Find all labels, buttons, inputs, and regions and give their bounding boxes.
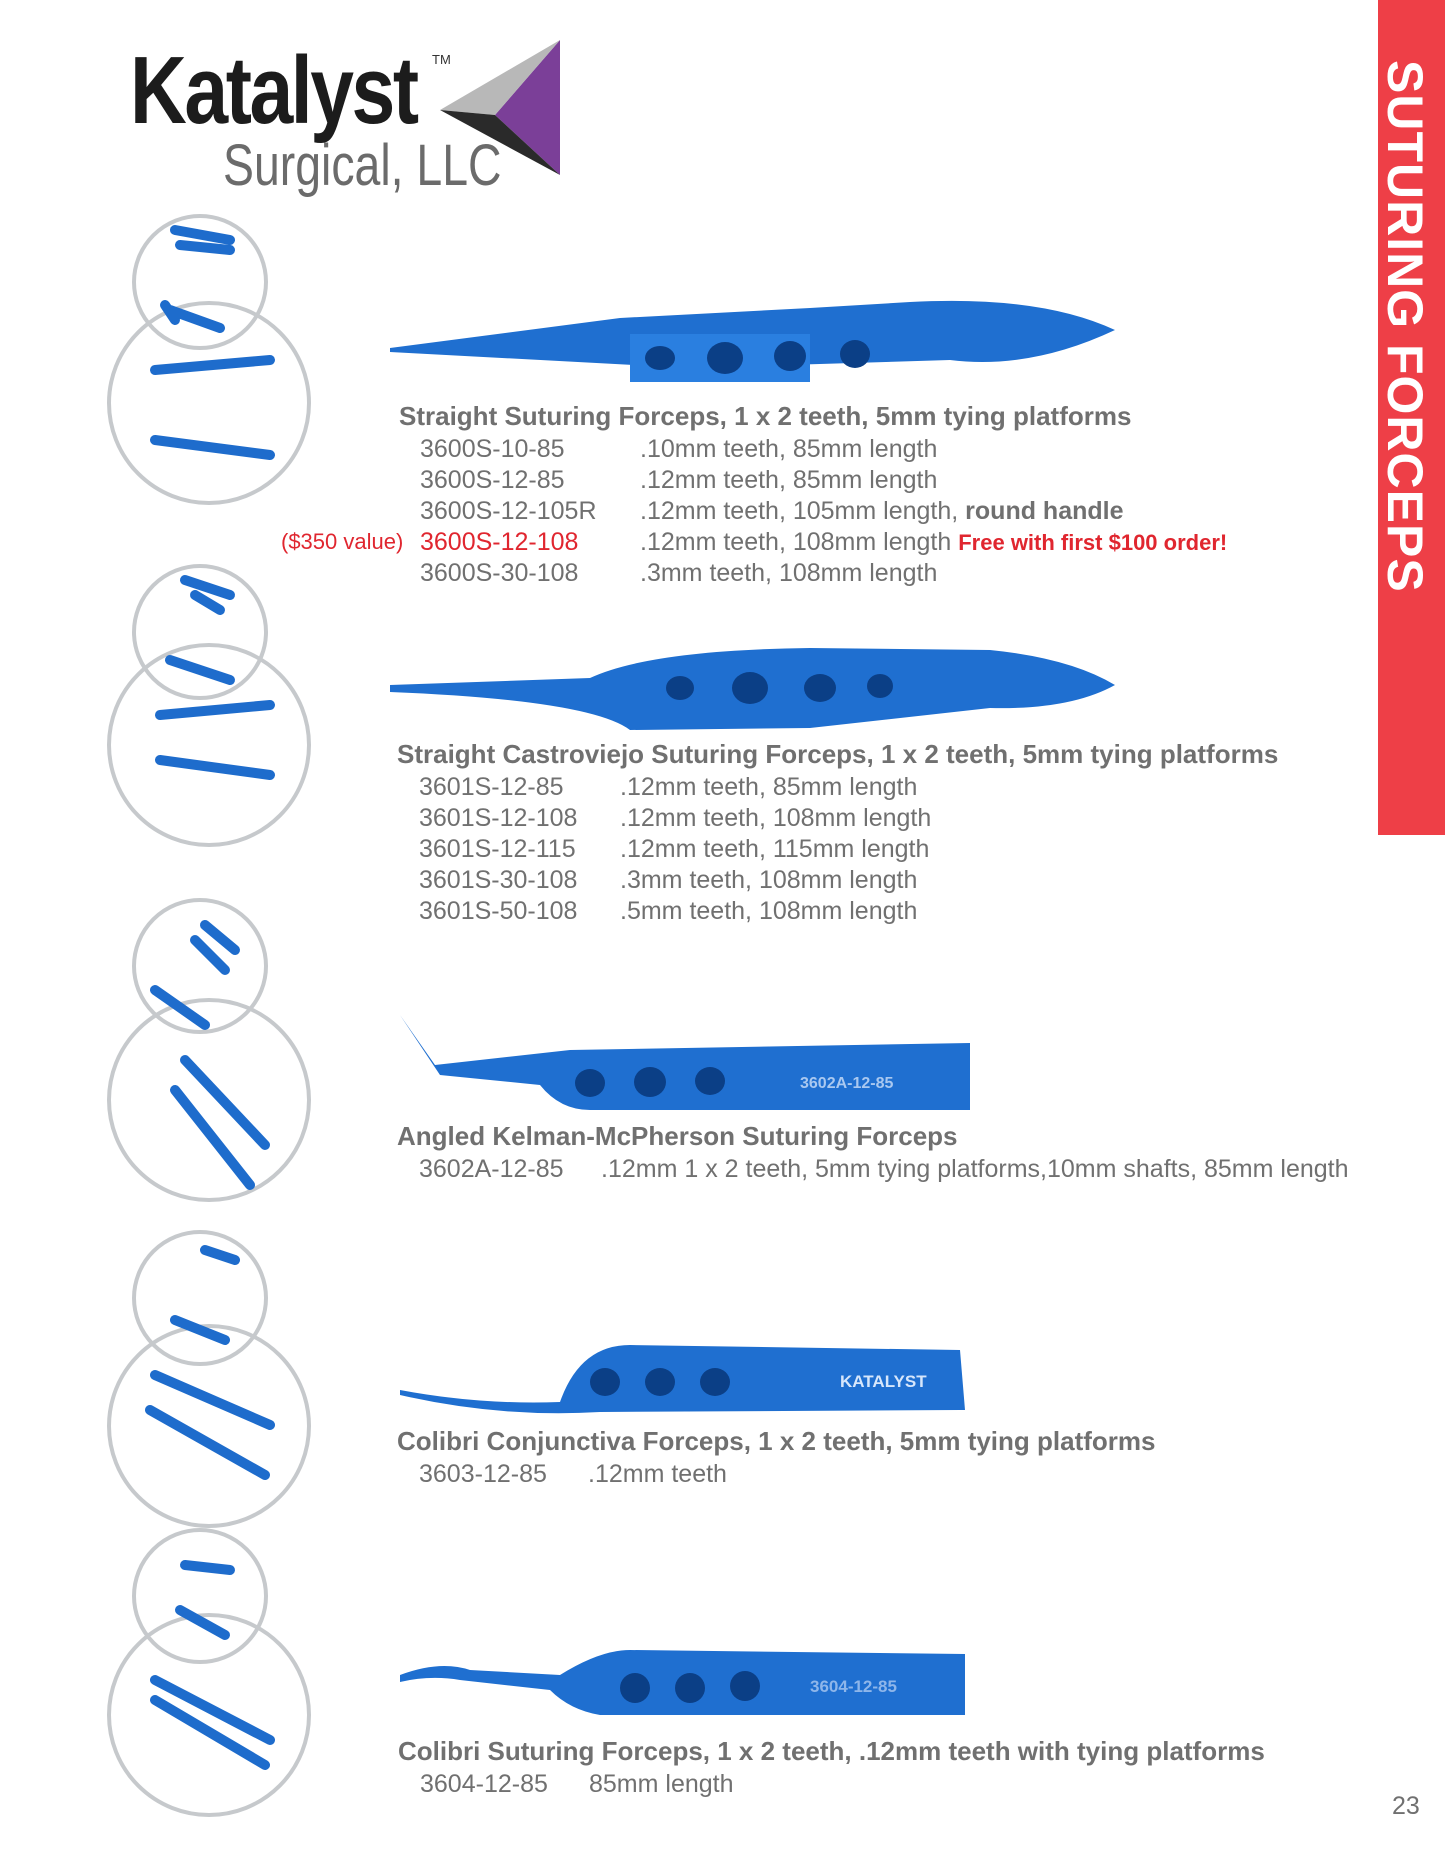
detail-circle — [134, 900, 266, 1032]
product-desc: .12mm teeth, 108mm length — [640, 528, 952, 556]
value-note: ($350 value) — [281, 529, 404, 554]
instrument-engraving: KATALYST — [840, 1372, 927, 1391]
product-title: Colibri Conjunctiva Forceps, 1 x 2 teeth, 5mm tying platforms — [397, 1426, 1156, 1456]
product-code: 3600S-30-108 — [420, 559, 579, 587]
product-desc: .3mm teeth, 108mm length — [640, 559, 938, 587]
instrument-image-3601S — [390, 640, 1120, 750]
instrument-image-3600S — [390, 290, 1120, 400]
trademark: TM — [432, 52, 451, 67]
instrument-engraving: 3604-12-85 — [810, 1677, 897, 1696]
product-desc: .12mm teeth, 85mm length — [640, 466, 938, 494]
detail-circle — [109, 1326, 309, 1526]
product-code: 3600S-12-108 — [420, 528, 579, 556]
product-code: 3601S-12-85 — [419, 773, 564, 801]
brand-name: Katalyst — [130, 37, 417, 144]
section-tab-label: SUTURING FORCEPS — [1376, 60, 1433, 593]
product-code: 3600S-12-105R — [420, 497, 597, 525]
detail-circle — [134, 1530, 266, 1662]
product-title: Straight Suturing Forceps, 1 x 2 teeth, 5mm tying platforms — [399, 401, 1132, 431]
instrument-image-3602A — [400, 1015, 980, 1135]
detail-circle — [109, 1615, 309, 1815]
product-desc: .12mm teeth, 85mm length — [620, 773, 918, 801]
page-number: 23 — [1392, 1792, 1420, 1820]
product-desc: 85mm length — [589, 1770, 734, 1798]
product-code: 3602A-12-85 — [419, 1155, 564, 1183]
product-title: Straight Castroviejo Suturing Forceps, 1 x 2 teeth, 5mm tying platforms — [397, 739, 1279, 769]
detail-circle — [109, 303, 309, 503]
product-code: 3601S-30-108 — [419, 866, 578, 894]
product-code: 3601S-50-108 — [419, 897, 578, 925]
section-tab — [1378, 0, 1445, 835]
product-code: 3600S-10-85 — [420, 435, 565, 463]
product-code: 3603-12-85 — [419, 1460, 547, 1488]
product-desc: .12mm teeth, 108mm length — [620, 804, 932, 832]
promo-text: Free with first $100 order! — [958, 530, 1228, 555]
instrument-engraving: 3602A-12-85 — [800, 1075, 894, 1092]
product-desc: .12mm teeth, 105mm length, — [640, 497, 959, 525]
product-desc: .3mm teeth, 108mm length — [620, 866, 918, 894]
product-desc: .10mm teeth, 85mm length — [640, 435, 938, 463]
brand-subtitle: Surgical, LLC — [223, 133, 502, 198]
product-desc: .12mm teeth, 115mm length — [620, 835, 930, 863]
product-code: 3601S-12-108 — [419, 804, 578, 832]
detail-magnifier-group — [125, 210, 345, 1810]
product-title: Colibri Suturing Forceps, 1 x 2 teeth, .12mm teeth with tying platforms — [398, 1736, 1265, 1766]
product-desc: .12mm 1 x 2 teeth, 5mm tying platforms,10mm shafts, 85mm length — [601, 1155, 1349, 1183]
product-title: Angled Kelman-McPherson Suturing Forceps — [397, 1121, 958, 1151]
product-desc-emphasis: round handle — [965, 497, 1124, 525]
product-code: 3604-12-85 — [420, 1770, 548, 1798]
product-desc: .5mm teeth, 108mm length — [620, 897, 918, 925]
product-desc: .12mm teeth — [588, 1460, 727, 1488]
product-code: 3600S-12-85 — [420, 466, 565, 494]
product-code: 3601S-12-115 — [419, 835, 576, 863]
logo-triangle-icon — [440, 40, 560, 180]
